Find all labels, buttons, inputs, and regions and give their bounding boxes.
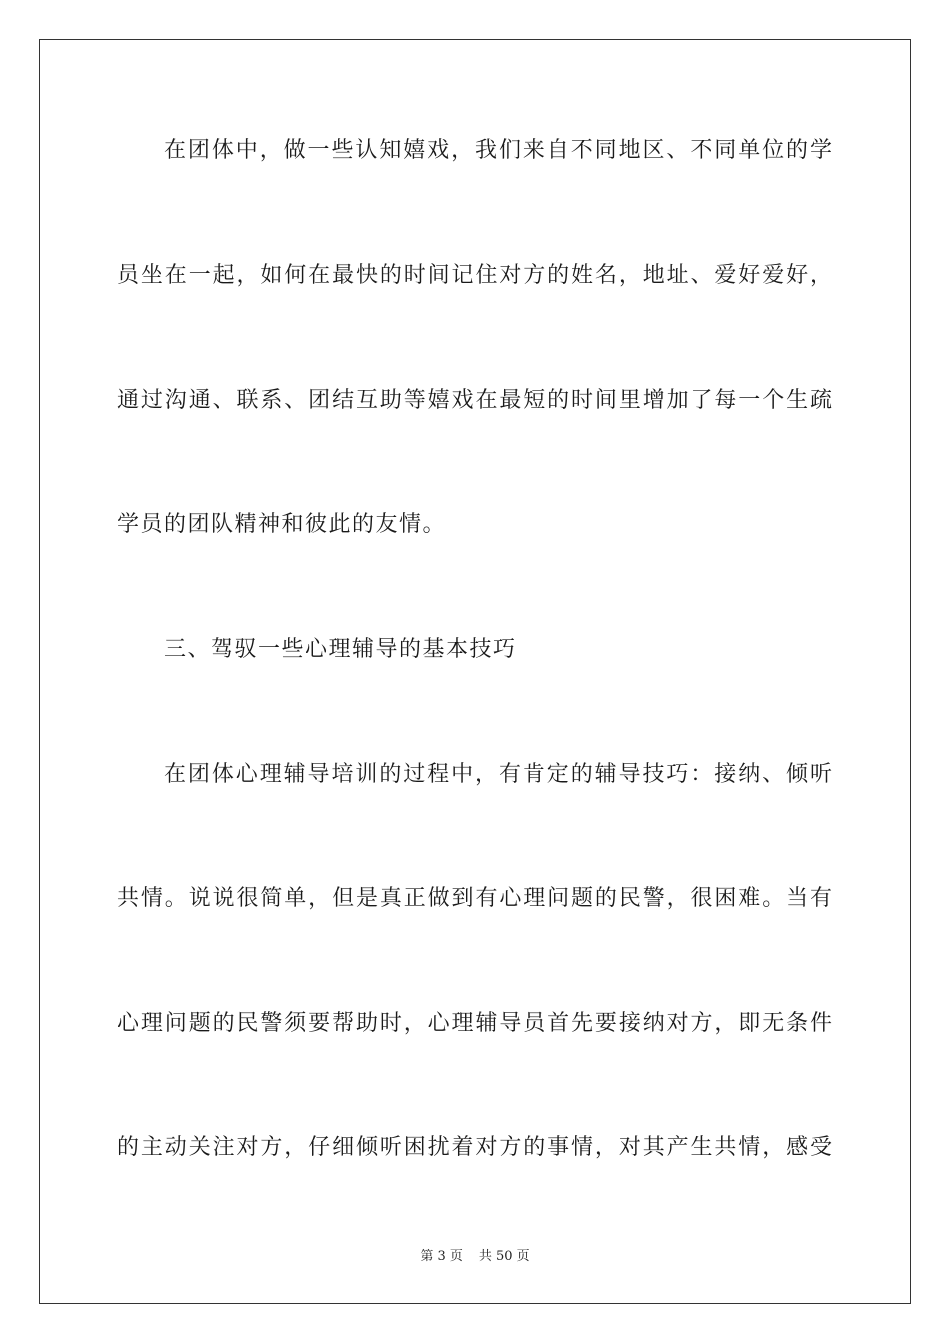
- text-line-1: 在团体中，做一些认知嬉戏，我们来自不同地区、不同单位的学: [164, 138, 832, 163]
- page-border: [39, 39, 911, 1304]
- text-line-9: 的主动关注对方，仔细倾听困扰着对方的事情，对其产生共情，感受: [117, 1135, 832, 1160]
- section-heading: 三、驾驭一些心理辅导的基本技巧: [164, 637, 517, 662]
- text-line-7: 共情。说说很简单，但是真正做到有心理问题的民警，很困难。当有: [117, 886, 832, 911]
- text-line-4: 学员的团队精神和彼此的友情。: [117, 512, 447, 537]
- text-line-3: 通过沟通、联系、团结互助等嬉戏在最短的时间里增加了每一个生疏: [117, 388, 832, 413]
- page-footer: [0, 1248, 950, 1266]
- text-line-8: 心理问题的民警须要帮助时，心理辅导员首先要接纳对方，即无条件: [117, 1011, 832, 1036]
- text-line-2: 员坐在一起，如何在最快的时间记住对方的姓名，地址、爱好爱好，: [117, 263, 832, 288]
- page-number-current: 第 3 页: [420, 1249, 463, 1264]
- page-number-total: 共 50 页: [478, 1249, 530, 1264]
- text-line-6: 在团体心理辅导培训的过程中，有肯定的辅导技巧：接纳、倾听: [164, 762, 832, 787]
